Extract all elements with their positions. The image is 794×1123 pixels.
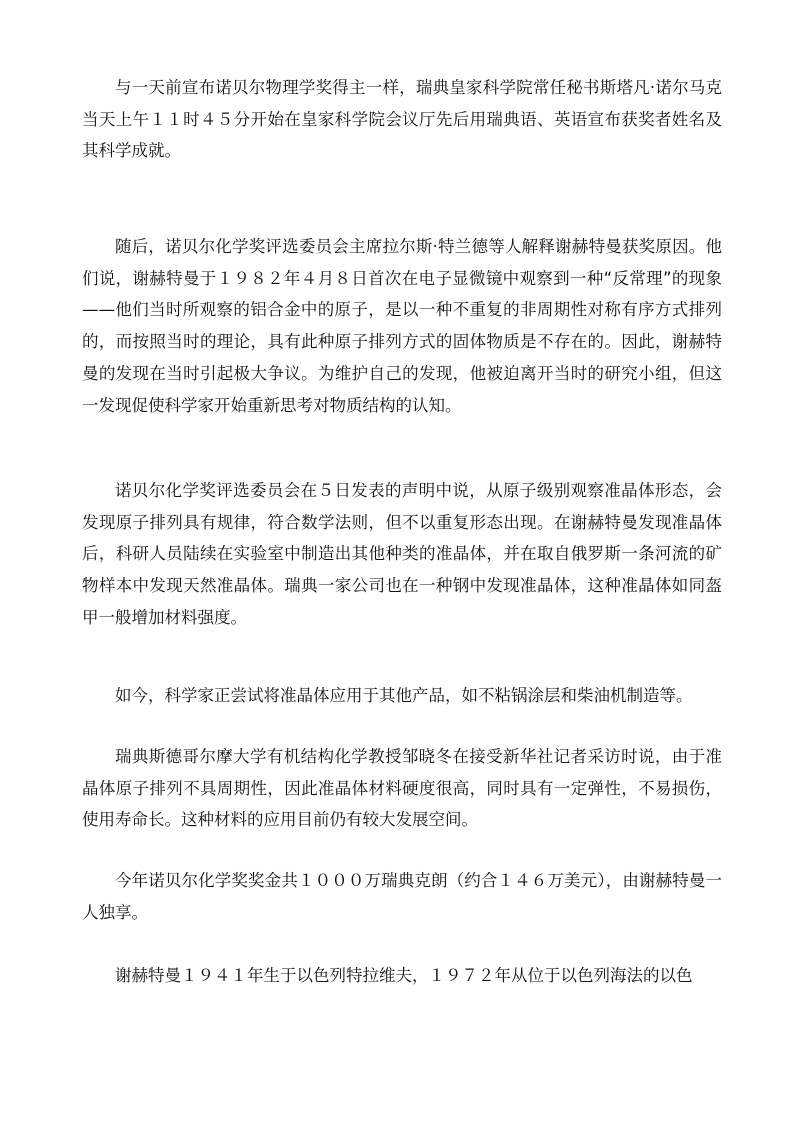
paragraph-nobel-announcement: 与一天前宣布诺贝尔物理学奖得主一样，瑞典皇家科学院常任秘书斯塔凡·诺尔马克当天上午１１时４５分开始在皇家科学院会议厅先后用瑞典语、英语宣布获奖者姓名及其科学成就。	[82, 78, 722, 161]
paragraph-professor-interview: 瑞典斯德哥尔摩大学有机结构化学教授邹晓冬在接受新华社记者采访时说，由于准晶体原子排列不具周期性，因此准晶体材料硬度很高，同时具有一定弹性，不易损伤，使用寿命长。这种材料的应用目前仍有较大发展空间。	[82, 747, 722, 830]
paragraph-applications: 如今，科学家正尝试将准晶体应用于其他产品，如不粘锅涂层和柴油机制造等。	[115, 686, 693, 705]
paragraph-committee-statement: 诺贝尔化学奖评选委员会在５日发表的声明中说，从原子级别观察准晶体形态，会发现原子排列具有规律，符合数学法则，但不以重复形态出现。在谢赫特曼发现准晶体后，科研人员陆续在实验室中制造出其他种类的准晶体，并在取自俄罗斯一条河流的矿物样本中发现天然准晶体。瑞典一家公司也在一种钢中发现准晶体，这种准晶体如同盔甲一般增加材料强度。	[82, 481, 722, 627]
paragraph-biography: 谢赫特曼１９４１年生于以色列特拉维夫，１９７２年从位于以色列海法的以色	[115, 966, 693, 985]
paragraph-award-reason: 随后，诺贝尔化学奖评选委员会主席拉尔斯·特兰德等人解释谢赫特曼获奖原因。他们说，谢赫特曼于１９８２年４月８日首次在电子显微镜中观察到一种“反常理”的现象——他们当时所观察的铝合金中的原子，是以一种不重复的非周期性对称有序方式排列的，而按照当时的理论，具有此种原子排列方式的固体物质是不存在的。因此，谢赫特曼的发现在当时引起极大争议。为维护自己的发现，他被迫离开当时的研究小组，但这一发现促使科学家开始重新思考对物质结构的认知。	[82, 237, 722, 415]
paragraph-prize-money: 今年诺贝尔化学奖奖金共１０００万瑞典克朗（约合１４６万美元），由谢赫特曼一人独享。	[82, 871, 722, 922]
